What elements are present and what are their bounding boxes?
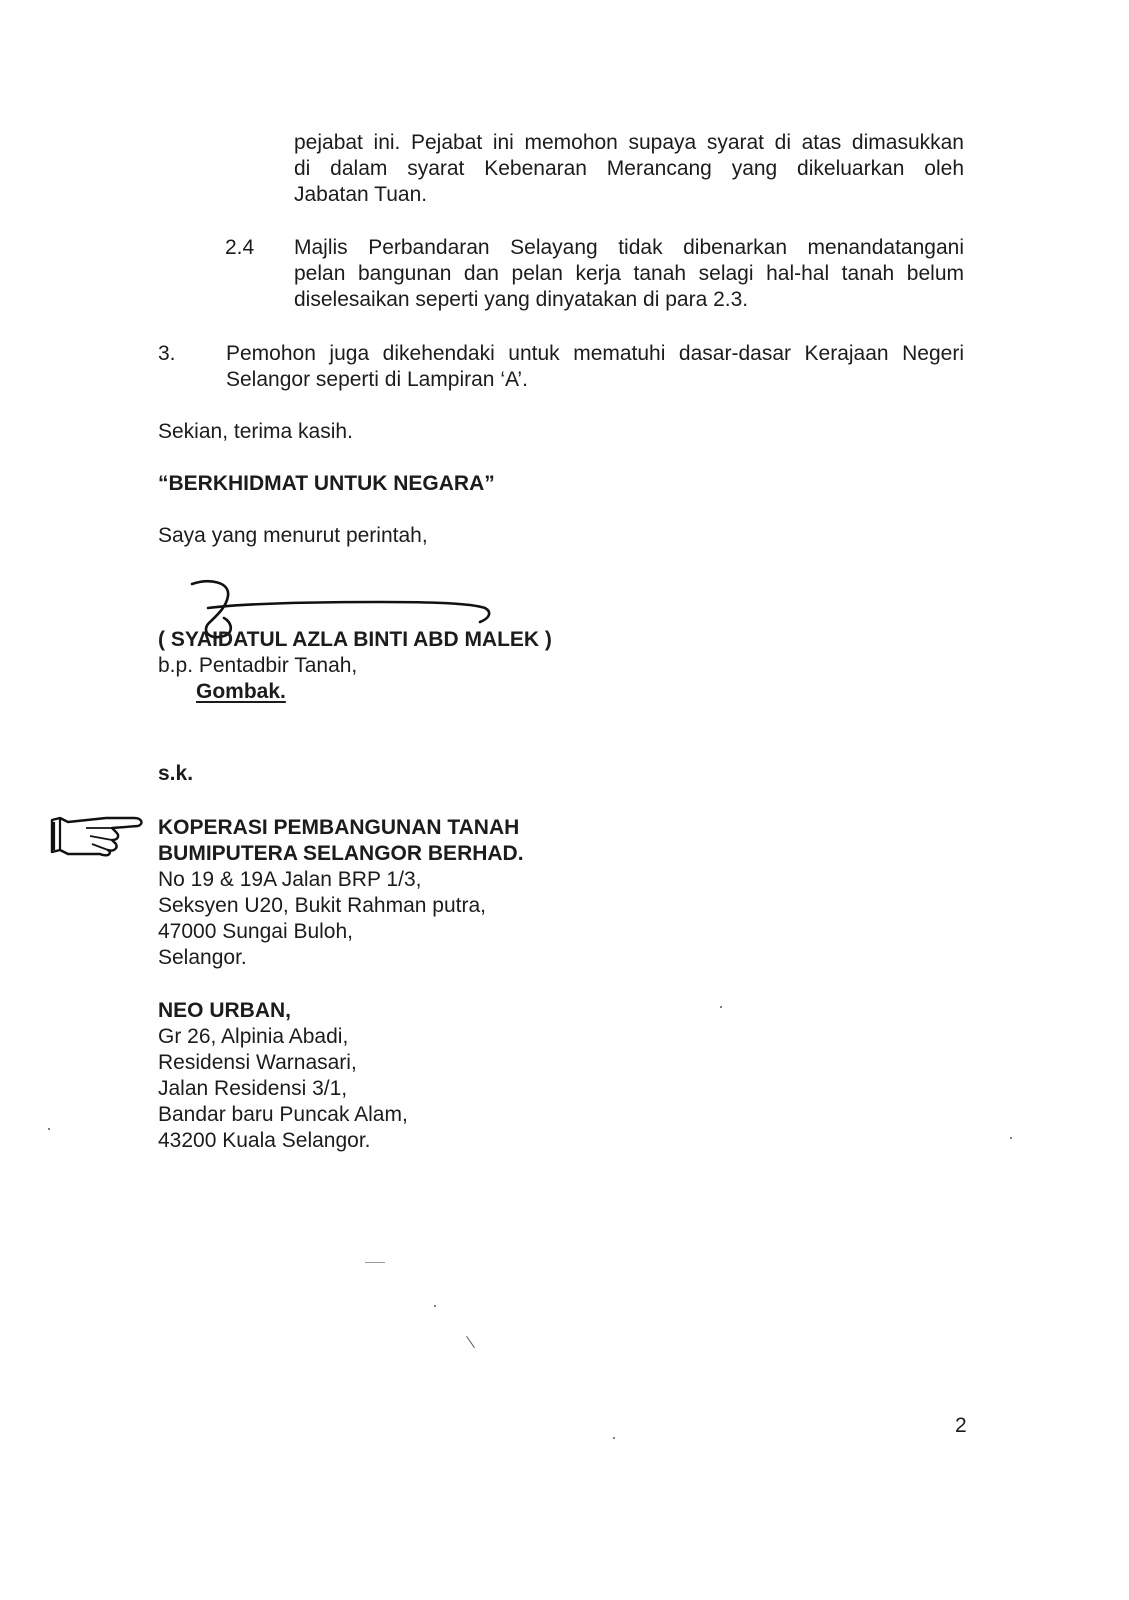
scan-speck xyxy=(720,1006,722,1008)
para-line: Majlis Perbandaran Selayang tidak dibenarkan menandatangani xyxy=(294,236,964,259)
para-line: Jabatan Tuan. xyxy=(294,183,428,206)
para-2-4-text xyxy=(294,235,964,313)
para-3-text xyxy=(226,341,964,393)
page-number: 2 xyxy=(955,1414,967,1437)
scan-speck xyxy=(434,1305,436,1307)
address-line: 47000 Sungai Buloh, xyxy=(158,920,353,943)
yours-faithfully: Saya yang menurut perintah, xyxy=(158,524,428,547)
recipient-name-line: KOPERASI PEMBANGUNAN TANAH xyxy=(158,816,520,839)
recipient-name-line: NEO URBAN, xyxy=(158,999,292,1022)
signatory-place: Gombak. xyxy=(196,680,286,703)
para-line: pelan bangunan dan pelan kerja tanah selagi hal-hal tanah belum xyxy=(294,262,964,285)
scan-speck xyxy=(466,1336,475,1348)
address-line: Bandar baru Puncak Alam, xyxy=(158,1103,408,1126)
para-line: pejabat ini. Pejabat ini memohon supaya syarat di atas dimasukkan xyxy=(294,131,964,154)
para-2-4-number: 2.4 xyxy=(225,236,255,259)
signatory-role: b.p. Pentadbir Tanah, xyxy=(158,654,358,677)
cc-label: s.k. xyxy=(158,762,194,785)
para-line: Selangor seperti di Lampiran ‘A’. xyxy=(226,368,528,391)
address-line: Jalan Residensi 3/1, xyxy=(158,1077,348,1100)
para-line: Pemohon juga dikehendaki untuk mematuhi dasar-dasar Kerajaan Negeri xyxy=(226,342,964,365)
address-line: Gr 26, Alpinia Abadi, xyxy=(158,1025,349,1048)
recipient-name-line: BUMIPUTERA SELANGOR BERHAD. xyxy=(158,842,524,865)
para-3-number: 3. xyxy=(158,342,176,365)
address-line: 43200 Kuala Selangor. xyxy=(158,1129,371,1152)
cc-recipient-neo-urban xyxy=(158,998,408,1154)
scan-speck xyxy=(48,1128,50,1130)
cc-recipient-koperasi xyxy=(158,815,524,971)
closing-text: Sekian, terima kasih. xyxy=(158,420,353,443)
para-line: diselesaikan seperti yang dinyatakan di para 2.3. xyxy=(294,288,749,311)
scan-speck xyxy=(613,1437,615,1439)
address-line: Selangor. xyxy=(158,946,247,969)
address-line: No 19 & 19A Jalan BRP 1/3, xyxy=(158,868,422,891)
address-line: Seksyen U20, Bukit Rahman putra, xyxy=(158,894,487,917)
scan-speck xyxy=(1010,1137,1012,1139)
address-line: Residensi Warnasari, xyxy=(158,1051,357,1074)
pointing-hand-icon xyxy=(46,812,146,858)
para-2-3-continuation xyxy=(294,130,964,208)
para-line: di dalam syarat Kebenaran Merancang yang dikeluarkan oleh xyxy=(294,157,964,180)
signatory-name: ( SYAIDATUL AZLA BINTI ABD MALEK ) xyxy=(158,628,552,651)
motto: “BERKHIDMAT UNTUK NEGARA” xyxy=(158,472,495,495)
scan-speck xyxy=(365,1262,385,1263)
